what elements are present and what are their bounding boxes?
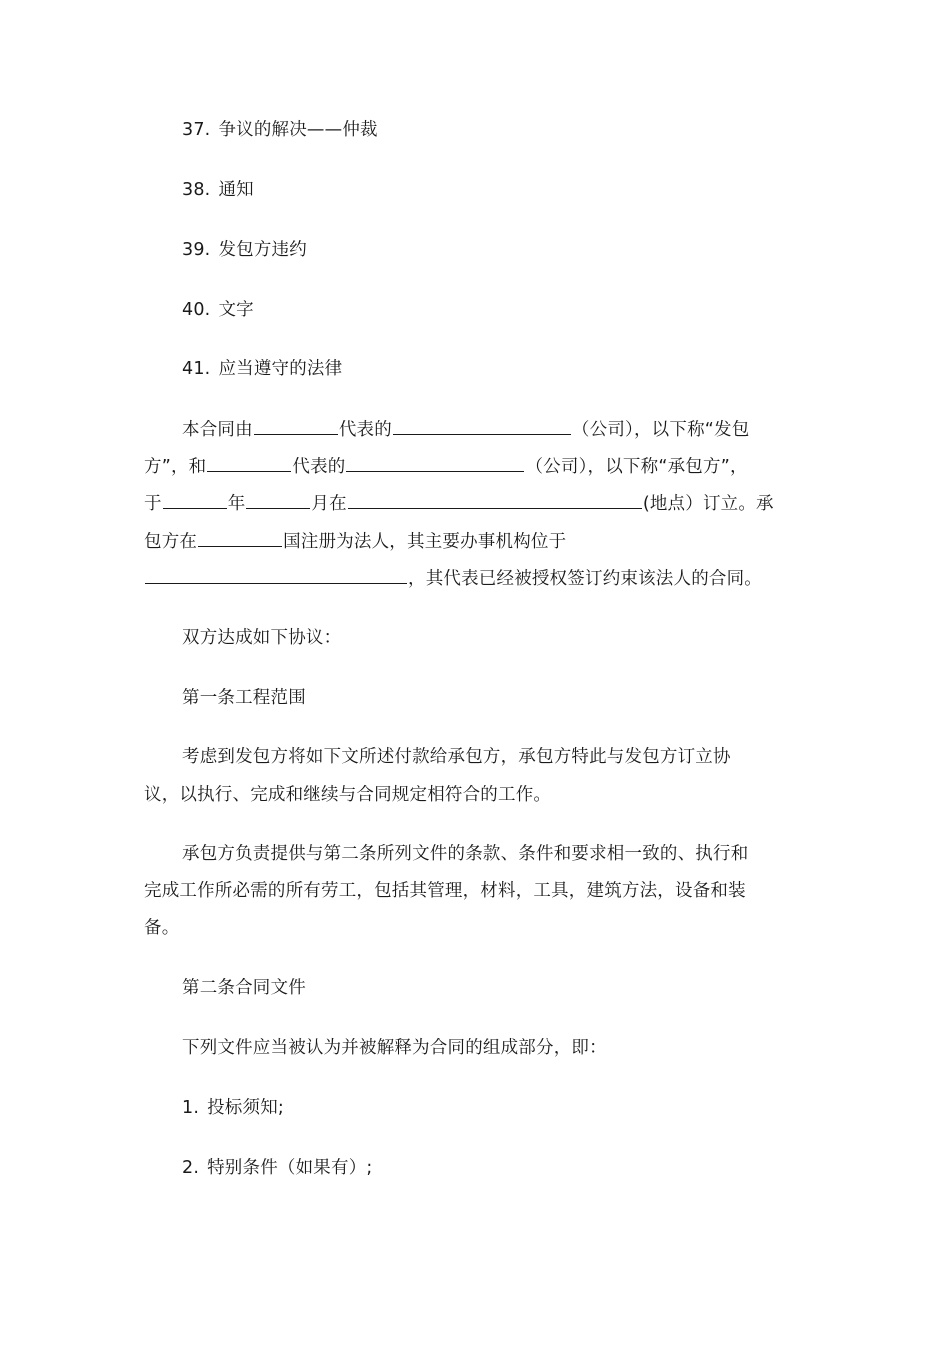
toc-number: 38. xyxy=(182,180,211,200)
article-1-paragraph: 完成工作所必需的所有劳工，包括其管理，材料，工具，建筑方法，设备和装 xyxy=(144,881,746,901)
preamble-line xyxy=(144,566,762,591)
agreement-line: 双方达成如下协议： xyxy=(182,628,342,648)
preamble-line xyxy=(144,491,774,516)
preamble-text: 代表的 xyxy=(292,457,346,477)
toc-title: 发包方违约 xyxy=(218,240,307,260)
preamble-text: 国注册为法人，其主要办事机构位于 xyxy=(283,532,567,552)
toc-number: 37. xyxy=(182,120,211,140)
toc-title: 文字 xyxy=(218,300,254,320)
list-number: 1. xyxy=(182,1098,200,1118)
preamble-text: 于 xyxy=(144,494,162,514)
fill-blank xyxy=(393,417,571,435)
preamble-text: 年 xyxy=(227,494,246,514)
preamble-text: （公司），以下称“发包 xyxy=(571,420,750,440)
list-item xyxy=(182,1096,284,1120)
preamble-text: 方”，和 xyxy=(144,457,207,477)
preamble-text: 包方在 xyxy=(144,532,198,552)
toc-number: 41. xyxy=(182,359,211,379)
toc-item xyxy=(182,238,307,262)
article-1-title: 第一条工程范围 xyxy=(182,688,306,708)
toc-number: 39. xyxy=(182,240,211,260)
fill-blank xyxy=(207,454,291,472)
preamble-text: （公司），以下称“承包方”， xyxy=(525,457,748,477)
toc-title: 争议的解决——仲裁 xyxy=(218,120,378,140)
article-1-paragraph: 考虑到发包方将如下文所述付款给承包方，承包方特此与发包方订立协 xyxy=(182,747,731,767)
preamble-text: ，其代表已经被授权签订约束该法人的合同。 xyxy=(408,569,762,589)
toc-title: 应当遵守的法律 xyxy=(218,359,343,379)
list-number: 2. xyxy=(182,1158,200,1178)
fill-blank xyxy=(254,417,338,435)
list-item xyxy=(182,1156,373,1180)
preamble-text: (地点）订立。承 xyxy=(642,494,774,514)
fill-blank xyxy=(198,529,282,547)
list-text: 特别条件（如果有）; xyxy=(207,1158,373,1178)
preamble-line xyxy=(182,417,749,442)
toc-item xyxy=(182,357,342,381)
toc-number: 40. xyxy=(182,300,211,320)
article-1-paragraph: 议，以执行、完成和继续与合同规定相符合的工作。 xyxy=(144,785,552,805)
preamble-text: 本合同由 xyxy=(182,420,253,440)
fill-blank xyxy=(145,566,407,584)
article-2-intro: 下列文件应当被认为并被解释为合同的组成部分，即： xyxy=(182,1038,607,1058)
fill-blank xyxy=(346,454,524,472)
toc-item xyxy=(182,178,254,202)
preamble-line xyxy=(144,529,566,554)
article-1-paragraph: 承包方负责提供与第二条所列文件的条款、条件和要求相一致的、执行和 xyxy=(182,844,749,864)
preamble-text: 代表的 xyxy=(338,420,392,440)
fill-blank xyxy=(348,491,642,509)
toc-title: 通知 xyxy=(218,180,254,200)
toc-item xyxy=(182,118,378,142)
article-1-paragraph: 备。 xyxy=(144,918,180,938)
list-text: 投标须知; xyxy=(207,1098,285,1118)
toc-item xyxy=(182,298,254,322)
article-2-title: 第二条合同文件 xyxy=(182,978,306,998)
preamble-text: 月在 xyxy=(311,494,347,514)
fill-blank xyxy=(163,491,227,509)
preamble-line xyxy=(144,454,748,479)
fill-blank xyxy=(246,491,310,509)
